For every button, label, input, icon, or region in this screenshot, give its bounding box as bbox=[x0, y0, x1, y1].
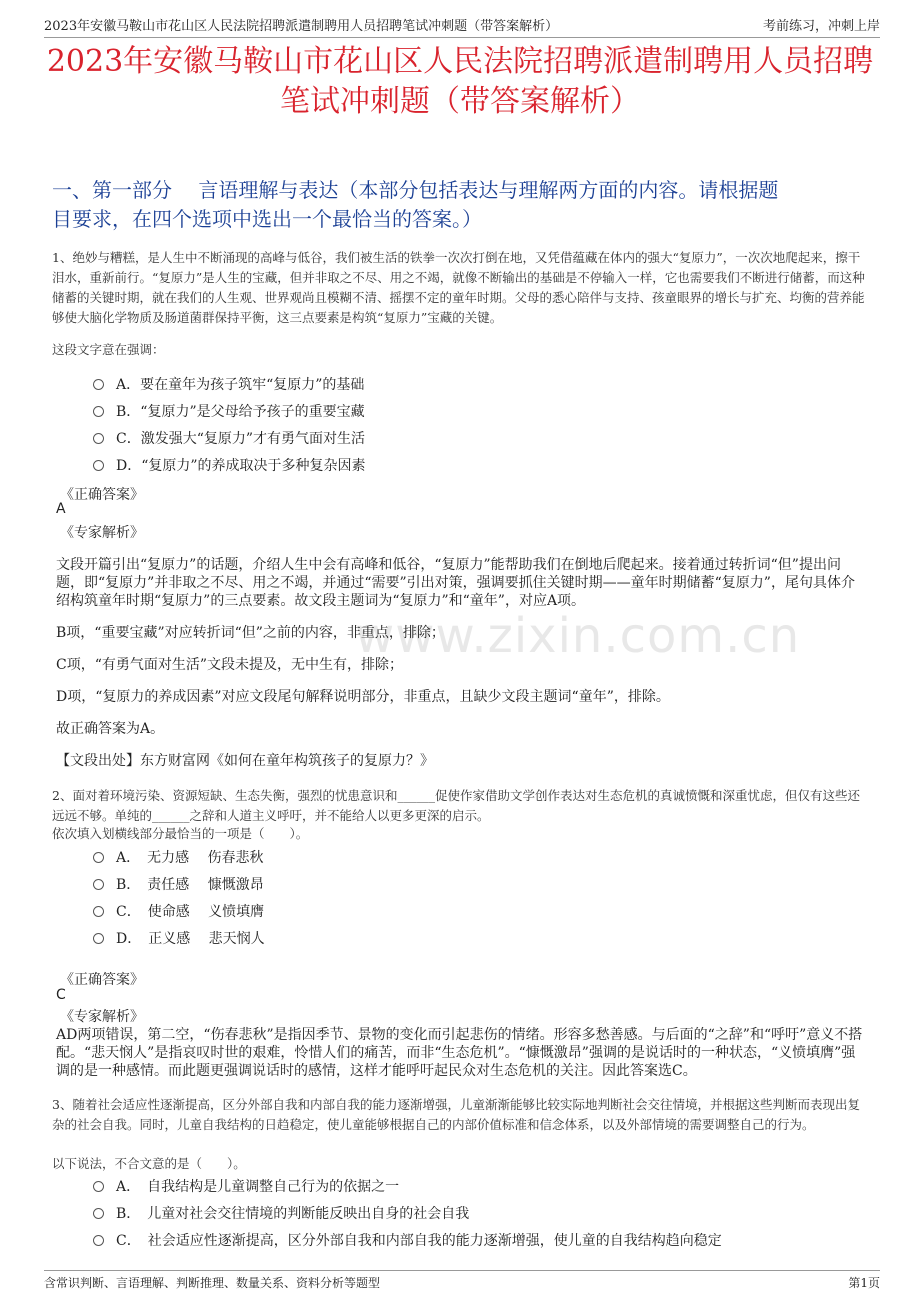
q2-option-b[interactable]: B． 责任感 慷慨激昂 bbox=[93, 874, 264, 894]
radio-icon[interactable] bbox=[93, 379, 104, 390]
radio-icon[interactable] bbox=[93, 1208, 104, 1219]
q2-option-d[interactable]: D． 正义感 悲天悯人 bbox=[93, 928, 265, 948]
radio-icon[interactable] bbox=[93, 1235, 104, 1246]
q1-prompt: 这段文字意在强调： bbox=[52, 342, 165, 357]
q1-analysis-b: B项，“重要宝藏”对应转折词“但”之前的内容，非重点，排除； bbox=[56, 625, 445, 641]
q2-answer: C bbox=[56, 987, 66, 1003]
q1-analysis-conclusion: 故正确答案为A。 bbox=[56, 721, 165, 737]
footer-left-text: 含常识判断、言语理解、判断推理、数量关系、资料分析等题型 bbox=[44, 1276, 381, 1290]
radio-icon[interactable] bbox=[93, 852, 104, 863]
q3-prompt: 以下说法，不合文意的是（ ）。 bbox=[52, 1156, 246, 1171]
q1-analysis-label: 《专家解析》 bbox=[60, 525, 144, 541]
radio-icon[interactable] bbox=[93, 1181, 104, 1192]
q2-option-a[interactable]: A． 无力感 伤春悲秋 bbox=[93, 847, 264, 867]
document-title bbox=[40, 42, 880, 122]
q1-analysis-d: D项，“复原力的养成因素”对应文段尾句解释说明部分，非重点，且缺少文段主题词“童年”，排除。 bbox=[56, 689, 670, 705]
q2-analysis: AD两项错误，第二空，“伤春悲秋”是指因季节、景物的变化而引起悲伤的情绪。形容多愁善感。与后面的“之辞”和“呼吁”意义不搭配。“悲天悯人”是指哀叹时世的艰难，怜惜人们的痛苦，而非“生态危机”。“慷慨激昂”强调的是说话时的一种状态，“义愤填膺”强调的是一种感情。而此题更强调说话时的感情，这样才能呼吁起民众对生态危机的关注。因此答案选C。 bbox=[56, 1027, 863, 1079]
q1-analysis-c: C项，“有勇气面对生活”文段未提及，无中生有，排除； bbox=[56, 657, 404, 673]
q1-answer-label: 《正确答案》 bbox=[60, 487, 144, 503]
radio-icon[interactable] bbox=[93, 933, 104, 944]
q1-analysis-paragraph: 文段开篇引出“复原力”的话题，介绍人生中会有高峰和低谷，“复原力”能帮助我们在倒地后爬起来。接着通过转折词“但”提出问题，即“复原力”并非取之不尽、用之不竭，并通过“需要”引出对策，强调要抓住关键时期——童年时期储蓄“复原力”，尾句具体介绍构筑童年时期“复原力”的三点要素。故文段主题词为“复原力”和“童年”，对应A项。 bbox=[56, 557, 855, 609]
q1-source: 【文段出处】东方财富网《如何在童年构筑孩子的复原力？》 bbox=[56, 753, 434, 769]
q2-answer-label: 《正确答案》 bbox=[60, 972, 144, 988]
page-header bbox=[44, 12, 880, 38]
page-number: 第1页 bbox=[848, 1276, 880, 1290]
q2-option-c[interactable]: C． 使命感 义愤填膺 bbox=[93, 901, 264, 921]
page-footer bbox=[44, 1270, 880, 1291]
q1-stem: 1、绝妙与糟糕，是人生中不断涌现的高峰与低谷，我们被生活的铁拳一次次打倒在地，又凭借蕴藏在体内的强大“复原力”，一次次地爬起来，擦干泪水，重新前行。“复原力”是人生的宝藏，但并非取之不尽、用之不竭，就像不断输出的基础是不停输入一样，它也需要我们不断进行储蓄，而这种储蓄的关键时期，就在我们的人生观、世界观尚且模糊不清、摇摆不定的童年时期。父母的悉心陪伴与支持、孩童眼界的增长与扩充、均衡的营养能够使大脑化学物质及肠道菌群保持平衡，这三点要素是构筑“复原力”宝藏的关键。 bbox=[52, 250, 865, 325]
q3-option-a[interactable]: A． 自我结构是儿童调整自己行为的依据之一 bbox=[93, 1176, 399, 1196]
section-heading bbox=[52, 176, 876, 234]
q1-option-b[interactable]: B．“复原力”是父母给予孩子的重要宝藏 bbox=[93, 401, 365, 421]
q1-option-c[interactable]: C．激发强大“复原力”才有勇气面对生活 bbox=[93, 428, 365, 448]
watermark: www.zixin.com.cn bbox=[355, 608, 801, 664]
section-heading-line-1: 一、第一部分 言语理解与表达（本部分包括表达与理解两方面的内容。请根据题 bbox=[52, 178, 779, 202]
q2-prompt: 依次填入划横线部分最恰当的一项是（ ）。 bbox=[52, 826, 309, 841]
q1-answer: A bbox=[56, 501, 66, 517]
radio-icon[interactable] bbox=[93, 433, 104, 444]
title-line-2: 笔试冲刺题（带答案解析） bbox=[280, 84, 640, 119]
radio-icon[interactable] bbox=[93, 879, 104, 890]
title-line-1: 2023年安徽马鞍山市花山区人民法院招聘派遣制聘用人员招聘 bbox=[46, 44, 874, 79]
radio-icon[interactable] bbox=[93, 460, 104, 471]
q3-option-c[interactable]: C． 社会适应性逐渐提高，区分外部自我和内部自我的能力逐渐增强，使儿童的自我结构趋向稳定 bbox=[93, 1230, 722, 1250]
radio-icon[interactable] bbox=[93, 906, 104, 917]
q1-option-a[interactable]: A．要在童年为孩子筑牢“复原力”的基础 bbox=[93, 374, 364, 394]
q3-stem: 3、随着社会适应性逐渐提高，区分外部自我和内部自我的能力逐渐增强，儿童渐渐能够比较实际地判断社会交往情境，并根据这些判断而表现出复杂的社会自我。同时，儿童自我结构的日趋稳定，使儿童能够根据自己的内部价值标准和信念体系，以及外部情境的需要调整自己的行为。 bbox=[52, 1097, 860, 1132]
section-heading-line-2: 目要求，在四个选项中选出一个最恰当的答案。） bbox=[52, 207, 482, 231]
header-right-text: 考前练习，冲刺上岸 bbox=[762, 19, 880, 34]
q3-option-b[interactable]: B． 儿童对社会交往情境的判断能反映出自身的社会自我 bbox=[93, 1203, 469, 1223]
radio-icon[interactable] bbox=[93, 406, 104, 417]
q2-stem: 2、面对着环境污染、资源短缺、生态失衡，强烈的忧患意识和______促使作家借助文学创作表达对生态危机的真诚愤慨和深重忧虑，但仅有这些还远远不够。单纯的______之辞和人道主义呼吁，并不能给人以更多更深的启示。 bbox=[52, 788, 860, 823]
q1-option-d[interactable]: D．“复原力”的养成取决于多种复杂因素 bbox=[93, 455, 366, 475]
header-left-text: 2023年安徽马鞍山市花山区人民法院招聘派遣制聘用人员招聘笔试冲刺题（带答案解析） bbox=[44, 19, 559, 34]
q2-analysis-label: 《专家解析》 bbox=[60, 1009, 144, 1025]
